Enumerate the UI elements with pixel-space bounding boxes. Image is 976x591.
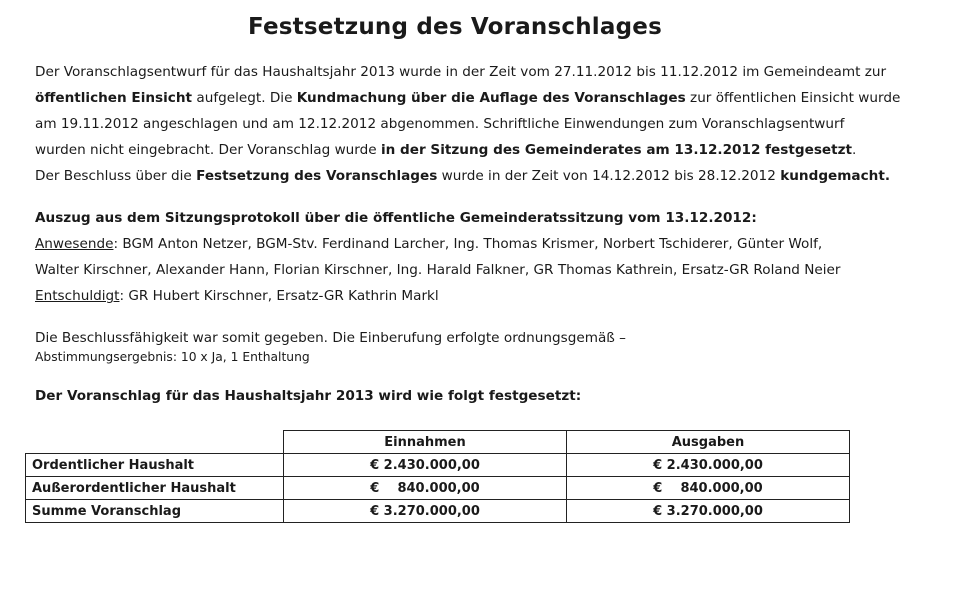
row-label: Summe Voranschlag (26, 500, 284, 523)
row-label: Ordentlicher Haushalt (26, 454, 284, 477)
intro-text: wurde in der Zeit von 14.12.2012 bis 28.12.2012 (437, 168, 781, 184)
ausgaben-value: € 840.000,00 (567, 477, 850, 500)
einnahmen-value: € 3.270.000,00 (284, 500, 567, 523)
vote-result: Abstimmungsergebnis: 10 x Ja, 1 Enthaltung (35, 350, 310, 364)
intro-text: zur öffentlichen Einsicht wurde (685, 90, 901, 106)
ausgaben-value: € 2.430.000,00 (567, 454, 850, 477)
intro-text: . (852, 142, 857, 158)
present-line-1 (35, 236, 822, 252)
header-ausgaben: Ausgaben (567, 431, 850, 454)
ausgaben-value: € 3.270.000,00 (567, 500, 850, 523)
table-row (26, 477, 850, 500)
intro-bold-text: öffentlichen Einsicht (35, 90, 193, 106)
intro-bold-text: kundgemacht. (780, 168, 890, 184)
present-label: Anwesende (35, 236, 114, 252)
table-row (26, 500, 850, 523)
budget-heading: Der Voranschlag für das Haushaltsjahr 2013 wird wie folgt festgesetzt: (35, 388, 582, 404)
einnahmen-value: € 2.430.000,00 (284, 454, 567, 477)
intro-text: Der Beschluss über die (35, 168, 197, 184)
present-line-2: Walter Kirschner, Alexander Hann, Florian Kirschner, Ing. Harald Falkner, GR Thomas Kathrein, Ersatz-GR Roland Neier (35, 262, 841, 278)
einnahmen-value: € 840.000,00 (284, 477, 567, 500)
quorum-line: Die Beschlussfähigkeit war somit gegeben. Die Einberufung erfolgte ordnungsgemäß – (35, 330, 626, 346)
document-title: Festsetzung des Voranschlages (248, 14, 662, 40)
intro-line-3: am 19.11.2012 angeschlagen und am 12.12.2012 abgenommen. Schriftliche Einwendungen zum Voranschlagsentwurf (35, 116, 845, 132)
protocol-heading: Auszug aus dem Sitzungsprotokoll über die öffentliche Gemeinderatssitzung vom 13.12.2012: (35, 210, 757, 226)
budget-table (25, 430, 850, 523)
intro-line-4 (35, 142, 856, 158)
table-header-row (26, 431, 850, 454)
row-label: Außerordentlicher Haushalt (26, 477, 284, 500)
intro-text: aufgelegt. Die (192, 90, 297, 106)
table-corner (26, 431, 284, 454)
intro-bold-text: in der Sitzung des Gemeinderates am 13.12.2012 festgesetzt (380, 142, 853, 158)
excused-names: : GR Hubert Kirschner, Ersatz-GR Kathrin Markl (119, 288, 439, 304)
table-row (26, 454, 850, 477)
intro-line-1: Der Voranschlagsentwurf für das Haushaltsjahr 2013 wurde in der Zeit vom 27.11.2012 bis 11.12.2012 im Gemeindeamt zur (35, 64, 887, 80)
header-einnahmen: Einnahmen (284, 431, 567, 454)
intro-line-5 (35, 168, 890, 184)
excused-line (35, 288, 439, 304)
present-names: : BGM Anton Netzer, BGM-Stv. Ferdinand Larcher, Ing. Thomas Krismer, Norbert Tschiderer, Günter Wolf, (113, 236, 823, 252)
intro-line-2 (35, 90, 900, 106)
intro-bold-text: Festsetzung des Voranschlages (196, 168, 438, 184)
intro-bold-text: Kundmachung über die Auflage des Voranschlages (296, 90, 686, 106)
intro-text: wurden nicht eingebracht. Der Voranschlag wurde (35, 142, 381, 158)
excused-label: Entschuldigt (35, 288, 120, 304)
